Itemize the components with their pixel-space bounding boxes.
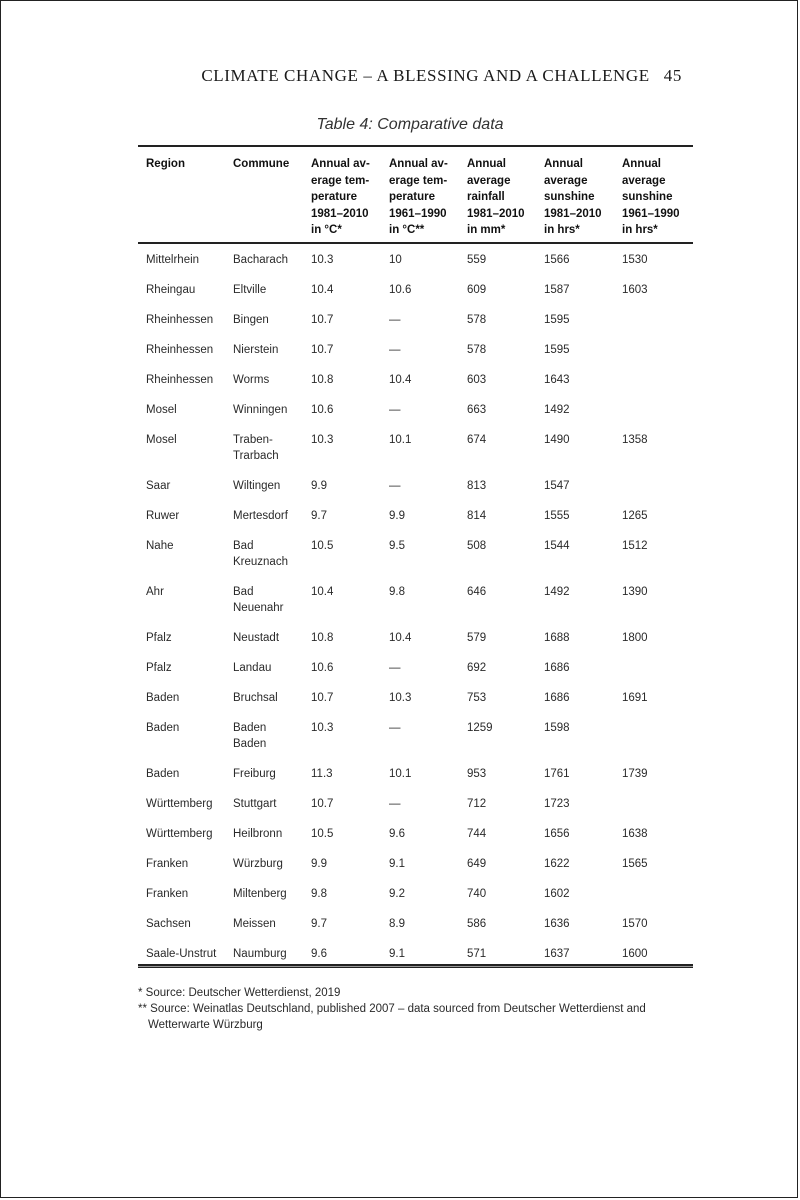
column-header-line: perature bbox=[311, 191, 358, 203]
cell-region: Nahe bbox=[146, 539, 174, 552]
column-header-line: Commune bbox=[233, 158, 290, 170]
cell-sunshine-1961-1990 bbox=[614, 342, 693, 372]
column-header-line: erage tem- bbox=[311, 174, 370, 187]
cell-temp-1981-2010: 10.5 bbox=[311, 827, 334, 840]
cell-temp-1961-1990: 10.1 bbox=[389, 433, 412, 446]
cell-rainfall: 508 bbox=[467, 539, 487, 552]
cell-sunshine-1961-1990: 1800 bbox=[622, 631, 648, 644]
cell-commune bbox=[225, 720, 303, 766]
cell-sunshine-1981-2010: 1761 bbox=[544, 767, 570, 780]
cell-commune bbox=[225, 690, 303, 720]
cell-line: Bingen bbox=[233, 313, 269, 326]
table-caption: Table 4: Comparative data bbox=[316, 116, 504, 133]
cell-region: Rheingau bbox=[146, 283, 196, 296]
cell-rainfall: 609 bbox=[467, 283, 487, 296]
cell-commune bbox=[225, 243, 303, 282]
cell-region: Saar bbox=[146, 479, 171, 492]
cell-sunshine-1961-1990: 1265 bbox=[622, 509, 648, 522]
cell-sunshine-1961-1990: 1638 bbox=[622, 827, 648, 840]
cell-temp-1981-2010: 10.8 bbox=[311, 373, 334, 386]
cell-rainfall: 663 bbox=[467, 403, 487, 416]
column-header-line: Annual av- bbox=[311, 158, 370, 170]
cell-region: Saale-Unstrut bbox=[146, 947, 217, 960]
cell-sunshine-1981-2010: 1587 bbox=[544, 283, 570, 296]
cell-line: Wiltingen bbox=[233, 479, 281, 492]
cell-commune bbox=[225, 372, 303, 402]
column-header-line: Region bbox=[146, 158, 185, 170]
cell-temp-1981-2010: 10.7 bbox=[311, 691, 334, 704]
cell-line: Meissen bbox=[233, 917, 276, 930]
cell-temp-1981-2010: 9.9 bbox=[311, 857, 327, 870]
cell-region: Sachsen bbox=[146, 917, 191, 930]
table-row bbox=[138, 342, 693, 372]
cell-sunshine-1981-2010: 1566 bbox=[544, 253, 570, 266]
cell-line: Stuttgart bbox=[233, 797, 277, 810]
footnote-1: * Source: Deutscher Wetterdienst, 2019 bbox=[138, 987, 341, 999]
cell-temp-1961-1990: — bbox=[389, 479, 401, 492]
cell-temp-1981-2010: 10.3 bbox=[311, 433, 334, 446]
column-header-line: erage tem- bbox=[389, 174, 448, 187]
cell-sunshine-1961-1990: 1570 bbox=[622, 917, 648, 930]
cell-commune bbox=[225, 508, 303, 538]
cell-temp-1961-1990: — bbox=[389, 661, 401, 674]
cell-sunshine-1981-2010: 1598 bbox=[544, 721, 570, 734]
column-header-line: rainfall bbox=[467, 191, 505, 203]
cell-temp-1981-2010: 9.6 bbox=[311, 947, 327, 960]
table-header bbox=[138, 146, 693, 243]
cell-temp-1981-2010: 10.7 bbox=[311, 313, 334, 326]
column-header-line: average bbox=[544, 174, 588, 187]
cell-line: Bruchsal bbox=[233, 691, 278, 704]
cell-line: Naumburg bbox=[233, 947, 287, 960]
cell-sunshine-1981-2010: 1544 bbox=[544, 539, 570, 552]
cell-commune bbox=[225, 826, 303, 856]
cell-line: Würzburg bbox=[233, 857, 283, 870]
cell-sunshine-1981-2010: 1595 bbox=[544, 343, 570, 356]
table-row bbox=[138, 312, 693, 342]
cell-temp-1961-1990: — bbox=[389, 313, 401, 326]
column-header-line: average bbox=[622, 174, 666, 187]
cell-temp-1961-1990: — bbox=[389, 343, 401, 356]
column-header-line: sunshine bbox=[622, 191, 673, 203]
cell-temp-1981-2010: 10.6 bbox=[311, 661, 334, 674]
table-row bbox=[138, 282, 693, 312]
cell-commune bbox=[225, 946, 303, 965]
cell-line: Neuenahr bbox=[233, 601, 284, 614]
cell-sunshine-1961-1990: 1691 bbox=[622, 691, 648, 704]
cell-temp-1981-2010: 10.7 bbox=[311, 797, 334, 810]
column-header-temp-1981-2010 bbox=[303, 146, 381, 243]
cell-temp-1961-1990: — bbox=[389, 403, 401, 416]
cell-region: Baden bbox=[146, 691, 180, 704]
column-header-sunshine-1981-2010 bbox=[536, 146, 614, 243]
cell-commune bbox=[225, 660, 303, 690]
table-row bbox=[138, 402, 693, 432]
cell-temp-1981-2010: 10.7 bbox=[311, 343, 334, 356]
cell-rainfall: 813 bbox=[467, 479, 487, 492]
table-row bbox=[138, 508, 693, 538]
cell-commune bbox=[225, 796, 303, 826]
column-header-line: Annual bbox=[622, 158, 661, 170]
cell-commune bbox=[225, 538, 303, 584]
cell-commune bbox=[225, 432, 303, 478]
cell-line: Baden bbox=[233, 721, 267, 734]
cell-temp-1961-1990: — bbox=[389, 721, 401, 734]
cell-region: Rheinhessen bbox=[146, 313, 214, 326]
cell-line: Nierstein bbox=[233, 343, 279, 356]
comparative-data-table bbox=[138, 145, 693, 965]
cell-sunshine-1961-1990 bbox=[614, 372, 693, 402]
cell-rainfall: 649 bbox=[467, 857, 487, 870]
cell-temp-1981-2010: 10.4 bbox=[311, 585, 334, 598]
cell-region: Pfalz bbox=[146, 661, 172, 674]
cell-commune bbox=[225, 630, 303, 660]
cell-sunshine-1961-1990: 1390 bbox=[622, 585, 648, 598]
cell-line: Freiburg bbox=[233, 767, 276, 780]
cell-temp-1981-2010: 9.8 bbox=[311, 887, 327, 900]
table-row bbox=[138, 796, 693, 826]
cell-temp-1981-2010: 10.6 bbox=[311, 403, 334, 416]
column-header-line: in °C** bbox=[389, 224, 425, 236]
table-row bbox=[138, 886, 693, 916]
cell-region: Baden bbox=[146, 721, 180, 734]
cell-sunshine-1961-1990 bbox=[614, 720, 693, 766]
table-row bbox=[138, 856, 693, 886]
column-header-sunshine-1961-1990 bbox=[614, 146, 693, 243]
cell-temp-1961-1990: 9.1 bbox=[389, 857, 405, 870]
cell-sunshine-1981-2010: 1555 bbox=[544, 509, 570, 522]
cell-rainfall: 814 bbox=[467, 509, 487, 522]
cell-region: Mosel bbox=[146, 433, 177, 446]
cell-sunshine-1961-1990 bbox=[614, 886, 693, 916]
cell-line: Bad bbox=[233, 585, 254, 598]
cell-line: Trarbach bbox=[233, 449, 279, 462]
column-header-line: Annual bbox=[544, 158, 583, 170]
cell-line: Mertesdorf bbox=[233, 509, 288, 522]
cell-sunshine-1961-1990: 1358 bbox=[622, 433, 648, 446]
table-row bbox=[138, 946, 693, 965]
cell-region: Franken bbox=[146, 857, 189, 870]
column-header-line: average bbox=[467, 174, 511, 187]
cell-sunshine-1981-2010: 1492 bbox=[544, 585, 570, 598]
cell-region: Württemberg bbox=[146, 797, 213, 810]
cell-sunshine-1961-1990: 1512 bbox=[622, 539, 648, 552]
cell-sunshine-1981-2010: 1636 bbox=[544, 917, 570, 930]
table-row bbox=[138, 243, 693, 282]
column-header-line: 1961–1990 bbox=[389, 207, 447, 220]
cell-region: Ruwer bbox=[146, 509, 180, 522]
cell-rainfall: 586 bbox=[467, 917, 487, 930]
cell-sunshine-1961-1990 bbox=[614, 660, 693, 690]
cell-sunshine-1981-2010: 1637 bbox=[544, 947, 570, 960]
cell-sunshine-1961-1990: 1565 bbox=[622, 857, 648, 870]
cell-temp-1981-2010: 9.7 bbox=[311, 917, 327, 930]
cell-commune bbox=[225, 766, 303, 796]
cell-sunshine-1981-2010: 1686 bbox=[544, 661, 570, 674]
table-row bbox=[138, 720, 693, 766]
table-body bbox=[138, 243, 693, 965]
cell-rainfall: 953 bbox=[467, 767, 487, 780]
table-row bbox=[138, 690, 693, 720]
cell-sunshine-1981-2010: 1602 bbox=[544, 887, 570, 900]
cell-temp-1961-1990: 9.1 bbox=[389, 947, 405, 960]
footnote-2: ** Source: Weinatlas Deutschland, published 2007 – data sourced from Deutscher Wetterdienst and bbox=[138, 1003, 646, 1015]
cell-commune bbox=[225, 342, 303, 372]
cell-sunshine-1961-1990 bbox=[614, 478, 693, 508]
cell-temp-1981-2010: 10.5 bbox=[311, 539, 334, 552]
cell-temp-1961-1990: 10.1 bbox=[389, 767, 412, 780]
cell-temp-1981-2010: 11.3 bbox=[311, 767, 333, 780]
cell-sunshine-1981-2010: 1686 bbox=[544, 691, 570, 704]
column-header-commune bbox=[225, 146, 303, 243]
cell-sunshine-1981-2010: 1656 bbox=[544, 827, 570, 840]
cell-rainfall: 646 bbox=[467, 585, 487, 598]
column-header-line: 1961–1990 bbox=[622, 207, 680, 220]
cell-line: Baden bbox=[233, 737, 267, 750]
cell-sunshine-1981-2010: 1492 bbox=[544, 403, 570, 416]
cell-temp-1981-2010: 10.3 bbox=[311, 253, 334, 266]
cell-rainfall: 571 bbox=[467, 947, 487, 960]
cell-temp-1981-2010: 9.7 bbox=[311, 509, 327, 522]
column-header-rainfall bbox=[459, 146, 536, 243]
table-row bbox=[138, 538, 693, 584]
cell-sunshine-1981-2010: 1595 bbox=[544, 313, 570, 326]
cell-temp-1961-1990: 10 bbox=[389, 253, 402, 266]
cell-commune bbox=[225, 402, 303, 432]
cell-commune bbox=[225, 886, 303, 916]
cell-sunshine-1961-1990 bbox=[614, 402, 693, 432]
cell-sunshine-1981-2010: 1723 bbox=[544, 797, 570, 810]
cell-region: Franken bbox=[146, 887, 189, 900]
cell-rainfall: 579 bbox=[467, 631, 487, 644]
cell-rainfall: 712 bbox=[467, 797, 487, 810]
table-row bbox=[138, 660, 693, 690]
cell-temp-1961-1990: 10.4 bbox=[389, 631, 412, 644]
table-row bbox=[138, 584, 693, 630]
cell-commune bbox=[225, 312, 303, 342]
cell-temp-1961-1990: 9.9 bbox=[389, 509, 405, 522]
column-header-line: in mm* bbox=[467, 224, 506, 236]
column-header-line: 1981–2010 bbox=[311, 207, 369, 220]
cell-region: Baden bbox=[146, 767, 180, 780]
cell-rainfall: 559 bbox=[467, 253, 487, 266]
cell-rainfall: 744 bbox=[467, 827, 487, 840]
cell-line: Eltville bbox=[233, 283, 267, 296]
cell-line: Neustadt bbox=[233, 631, 280, 644]
column-header-region bbox=[138, 146, 225, 243]
cell-temp-1961-1990: 10.4 bbox=[389, 373, 412, 386]
table-row bbox=[138, 372, 693, 402]
table-row bbox=[138, 766, 693, 796]
column-header-line: in °C* bbox=[311, 224, 342, 236]
cell-temp-1961-1990: 9.5 bbox=[389, 539, 405, 552]
column-header-line: perature bbox=[389, 191, 436, 203]
cell-sunshine-1961-1990 bbox=[614, 312, 693, 342]
cell-rainfall: 578 bbox=[467, 313, 487, 326]
cell-temp-1961-1990: 10.3 bbox=[389, 691, 412, 704]
column-header-line: Annual av- bbox=[389, 158, 448, 170]
cell-temp-1961-1990: 9.6 bbox=[389, 827, 405, 840]
table-row bbox=[138, 916, 693, 946]
cell-sunshine-1981-2010: 1643 bbox=[544, 373, 570, 386]
cell-line: Kreuznach bbox=[233, 555, 288, 568]
cell-commune bbox=[225, 478, 303, 508]
table-bottom-rule-shadow bbox=[138, 966, 693, 968]
cell-region: Rheinhessen bbox=[146, 343, 214, 356]
table-row bbox=[138, 826, 693, 856]
cell-temp-1961-1990: — bbox=[389, 797, 401, 810]
cell-temp-1981-2010: 10.8 bbox=[311, 631, 334, 644]
cell-temp-1981-2010: 10.4 bbox=[311, 283, 334, 296]
cell-line: Landau bbox=[233, 661, 272, 674]
cell-sunshine-1961-1990: 1600 bbox=[622, 947, 648, 960]
footnotes bbox=[138, 985, 698, 1033]
cell-temp-1981-2010: 9.9 bbox=[311, 479, 327, 492]
cell-region: Pfalz bbox=[146, 631, 172, 644]
cell-temp-1961-1990: 9.8 bbox=[389, 585, 405, 598]
cell-temp-1961-1990: 10.6 bbox=[389, 283, 412, 296]
cell-region: Ahr bbox=[146, 585, 164, 598]
running-head bbox=[201, 66, 682, 86]
cell-commune bbox=[225, 916, 303, 946]
cell-sunshine-1981-2010: 1622 bbox=[544, 857, 570, 870]
cell-sunshine-1981-2010: 1490 bbox=[544, 433, 570, 446]
cell-rainfall: 692 bbox=[467, 661, 487, 674]
cell-sunshine-1981-2010: 1688 bbox=[544, 631, 570, 644]
running-title: CLIMATE CHANGE – A BLESSING AND A CHALLENGE bbox=[201, 66, 650, 85]
table-row bbox=[138, 432, 693, 478]
header-row bbox=[138, 146, 693, 243]
column-header-line: in hrs* bbox=[544, 224, 580, 236]
table-row bbox=[138, 630, 693, 660]
cell-rainfall: 753 bbox=[467, 691, 487, 704]
cell-line: Worms bbox=[233, 373, 270, 386]
cell-rainfall: 603 bbox=[467, 373, 487, 386]
table-row bbox=[138, 478, 693, 508]
cell-rainfall: 1259 bbox=[467, 721, 493, 734]
cell-temp-1961-1990: 8.9 bbox=[389, 917, 405, 930]
cell-sunshine-1961-1990 bbox=[614, 796, 693, 826]
column-header-line: in hrs* bbox=[622, 224, 658, 236]
cell-region: Mittelrhein bbox=[146, 253, 200, 266]
cell-commune bbox=[225, 856, 303, 886]
cell-line: Miltenberg bbox=[233, 887, 287, 900]
cell-sunshine-1961-1990: 1530 bbox=[622, 253, 648, 266]
cell-line: Heilbronn bbox=[233, 827, 283, 840]
page-number: 45 bbox=[663, 66, 682, 85]
footnote-2-continued: Wetterwarte Würzburg bbox=[148, 1019, 263, 1031]
cell-sunshine-1961-1990: 1739 bbox=[622, 767, 648, 780]
cell-temp-1961-1990: 9.2 bbox=[389, 887, 405, 900]
cell-line: Winningen bbox=[233, 403, 288, 416]
cell-line: Bacharach bbox=[233, 253, 288, 266]
cell-rainfall: 578 bbox=[467, 343, 487, 356]
cell-commune bbox=[225, 584, 303, 630]
column-header-line: Annual bbox=[467, 158, 506, 170]
cell-region: Rheinhessen bbox=[146, 373, 214, 386]
cell-rainfall: 740 bbox=[467, 887, 487, 900]
cell-temp-1981-2010: 10.3 bbox=[311, 721, 334, 734]
cell-commune bbox=[225, 282, 303, 312]
cell-line: Traben- bbox=[233, 433, 273, 446]
cell-sunshine-1981-2010: 1547 bbox=[544, 479, 570, 492]
cell-region: Württemberg bbox=[146, 827, 213, 840]
cell-region: Mosel bbox=[146, 403, 177, 416]
cell-sunshine-1961-1990: 1603 bbox=[622, 283, 648, 296]
column-header-temp-1961-1990 bbox=[381, 146, 459, 243]
column-header-line: 1981–2010 bbox=[467, 207, 525, 220]
cell-line: Bad bbox=[233, 539, 254, 552]
cell-rainfall: 674 bbox=[467, 433, 487, 446]
column-header-line: 1981–2010 bbox=[544, 207, 602, 220]
column-header-line: sunshine bbox=[544, 191, 595, 203]
